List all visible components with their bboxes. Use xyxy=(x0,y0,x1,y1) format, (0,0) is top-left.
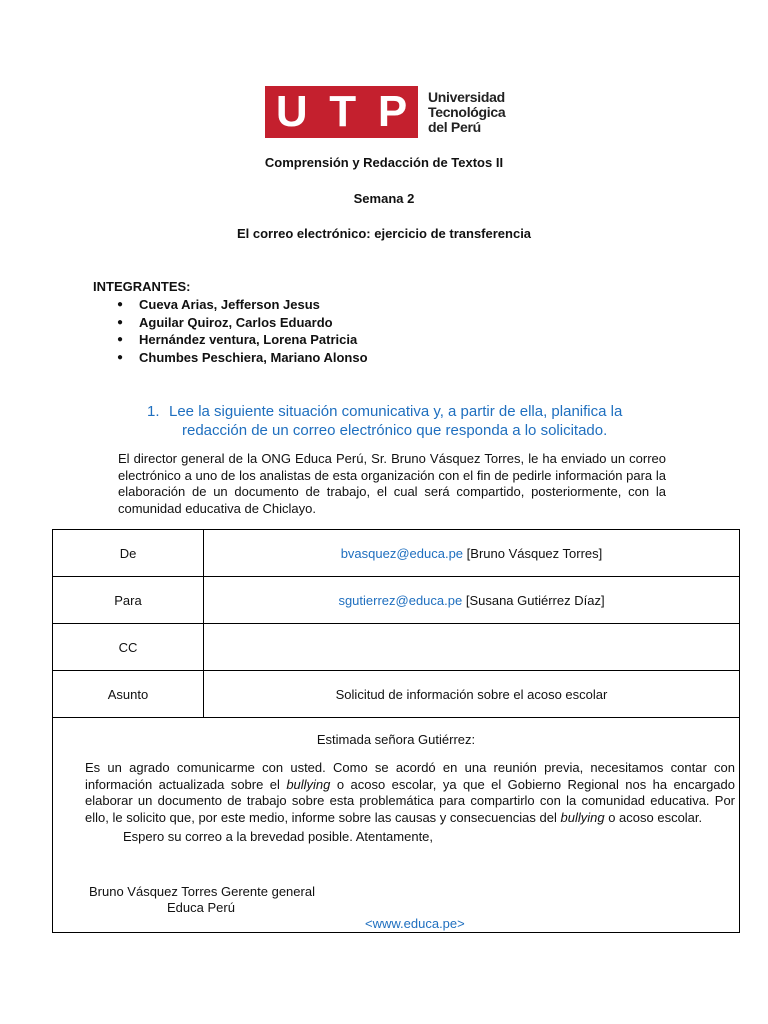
logo-wordmark xyxy=(428,90,505,135)
email-paragraph-italic: bullying xyxy=(286,776,331,792)
logo-text-line-1: Universidad xyxy=(428,88,505,105)
member-item: ● Hernández ventura, Lorena Patricia xyxy=(93,331,368,349)
asunto-value: Solicitud de información sobre el acoso escolar xyxy=(204,671,740,718)
email-paragraph-part: o acoso escolar, ya que el Gobierno Regional nos ha encargado elaborar un documento de trabajo sobre esta problemática para compartirlo con la comunidad educativa. Por ello, le solicito que, por este medio, informe sobre las causas y consecuencias del xyxy=(85,776,735,825)
para-label: Para xyxy=(53,577,204,624)
de-name: [Bruno Vásquez Torres] xyxy=(463,545,603,561)
email-table xyxy=(52,529,740,933)
de-value xyxy=(204,530,740,577)
email-paragraph xyxy=(85,760,735,826)
member-item: ● Aguilar Quiroz, Carlos Eduardo xyxy=(93,314,368,332)
email-paragraph-part: Es un agrado comunicarme con usted. Como se acordó en una reunión previa, necesitamos contar con información actualizada sobre el xyxy=(85,760,735,792)
email-paragraph-part: o acoso escolar. xyxy=(604,809,703,825)
members-list xyxy=(93,296,368,366)
members-heading: INTEGRANTES: xyxy=(93,279,191,294)
members-section xyxy=(93,279,368,366)
email-website-link[interactable]: <www.educa.pe> xyxy=(365,916,465,931)
asunto-label: Asunto xyxy=(53,671,204,718)
email-row-asunto xyxy=(53,671,740,718)
email-row-de xyxy=(53,530,740,577)
instruction-line-2: redacción de un correo electrónico que responda a lo solicitado. xyxy=(182,422,608,439)
de-label: De xyxy=(53,530,204,577)
email-row-cc xyxy=(53,624,740,671)
instruction-number: 1. xyxy=(147,403,160,420)
email-signature-name: Bruno Vásquez Torres Gerente general xyxy=(89,884,315,899)
cc-label: CC xyxy=(53,624,204,671)
email-paragraph-italic: bullying xyxy=(560,809,605,825)
topic-title: El correo electrónico: ejercicio de transferencia xyxy=(236,226,532,241)
logo-letter-t: T xyxy=(329,87,357,136)
week-title: Semana 2 xyxy=(353,191,415,206)
utp-logo-mark xyxy=(265,86,418,138)
instruction xyxy=(147,402,667,440)
email-signature-org: Educa Perú xyxy=(167,900,235,915)
para-name: [Susana Gutiérrez Díaz] xyxy=(462,592,605,608)
email-greeting: Estimada señora Gutiérrez: xyxy=(316,732,476,747)
de-email-link[interactable]: bvasquez@educa.pe xyxy=(340,545,464,561)
logo-letter-p: P xyxy=(377,87,408,136)
email-row-para xyxy=(53,577,740,624)
member-item: ● Cueva Arias, Jefferson Jesus xyxy=(93,296,368,314)
member-item: ● Chumbes Peschiera, Mariano Alonso xyxy=(93,349,368,367)
cc-value xyxy=(204,624,740,671)
para-email-link[interactable]: sgutierrez@educa.pe xyxy=(338,592,463,608)
course-title: Comprensión y Redacción de Textos II xyxy=(264,155,504,170)
situation-paragraph: El director general de la ONG Educa Perú, Sr. Bruno Vásquez Torres, le ha enviado un correo electrónico a uno de los analistas de esta organización con el fin de pedirle información para la elaboración de un documento de trabajo, el cual será compartido, posteriormente, con la comunidad educativa de Chiclayo. xyxy=(118,451,666,516)
logo-text-line-3: del Perú xyxy=(428,118,481,135)
email-body xyxy=(53,718,740,933)
email-row-body xyxy=(53,718,740,933)
logo-letter-u: U xyxy=(275,87,308,136)
para-value xyxy=(204,577,740,624)
instruction-line-1: Lee la siguiente situación comunicativa y, a partir de ella, planifica la xyxy=(169,403,623,420)
logo-text-line-2: Tecnológica xyxy=(428,103,506,120)
email-closing: Espero su correo a la brevedad posible. Atentamente, xyxy=(123,829,434,844)
utp-logo xyxy=(265,86,505,138)
